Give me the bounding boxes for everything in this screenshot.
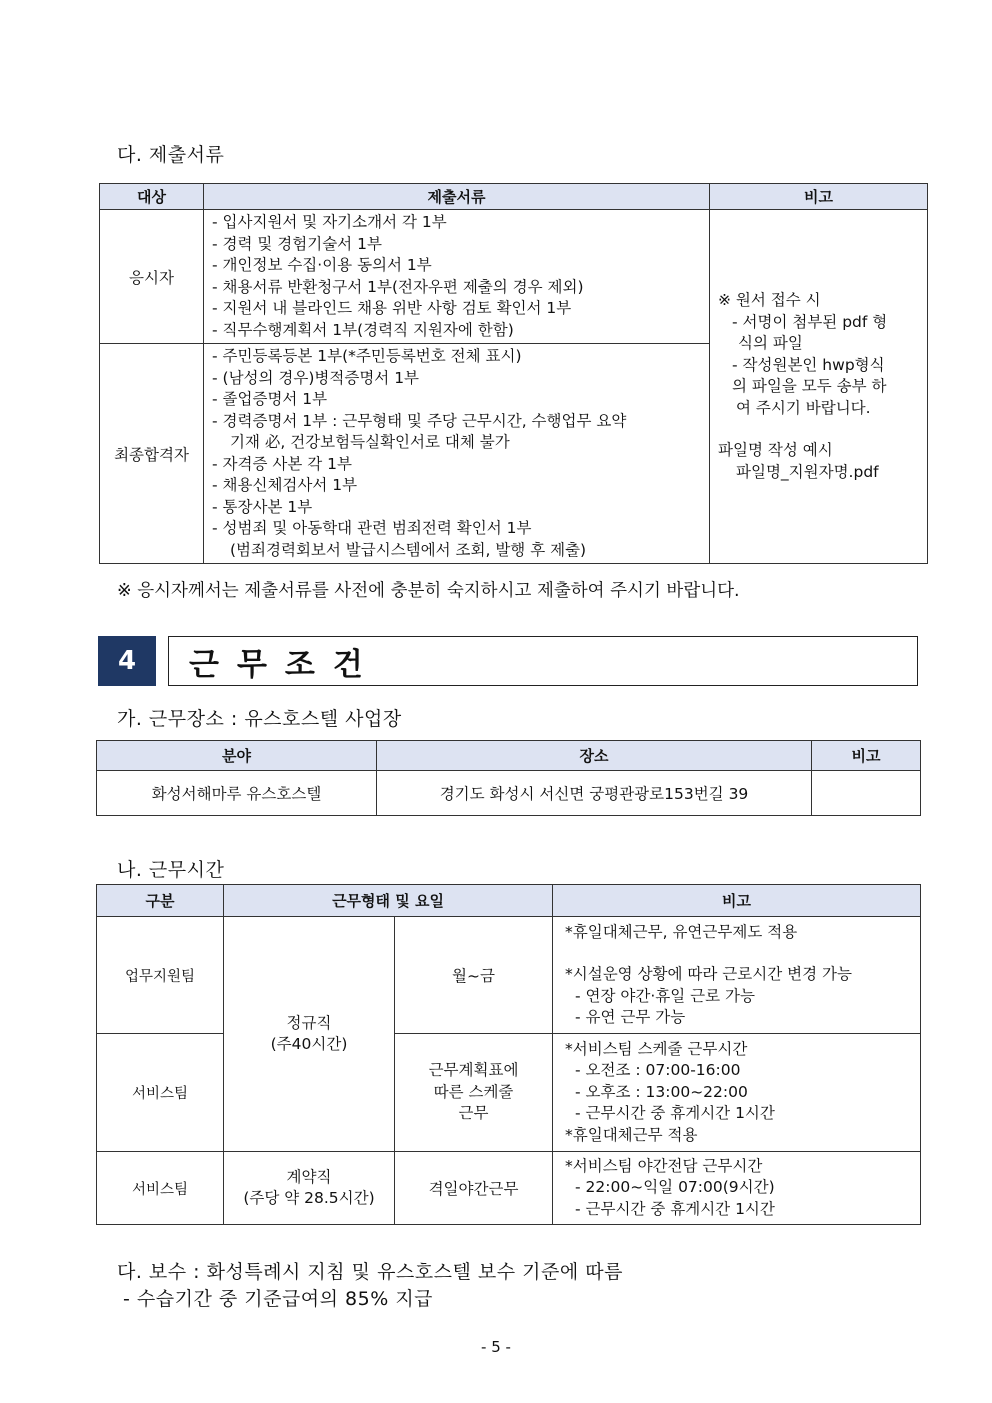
header-remark: 비고 <box>812 741 921 771</box>
header-remark: 비고 <box>553 885 921 917</box>
days-line: 따른 스케줄 <box>433 1082 514 1101</box>
type-line: (주당 약 28.5시간) <box>243 1189 375 1207</box>
list-item: 기재 必, 건강보험득실확인서로 대체 불가 <box>230 433 510 451</box>
list-item: - 개인정보 수집·이용 동의서 1부 <box>212 256 432 274</box>
list-item: - 졸업증명서 1부 <box>212 390 328 408</box>
remark-line: ※ 원서 접수 시 <box>718 291 821 309</box>
remark-service <box>553 1034 921 1152</box>
section-title-hours: 나. 근무시간 <box>117 859 225 881</box>
header-field: 분야 <box>97 741 377 771</box>
remark-line: - 오후조 : 13:00~22:00 <box>575 1082 748 1101</box>
days-line: 근무계획표에 <box>428 1061 519 1080</box>
days-night: 격일야간근무 <box>395 1152 553 1225</box>
header-target: 대상 <box>100 184 204 210</box>
list-item: (범죄경력회보서 발급시스템에서 조회, 발행 후 제출) <box>230 540 587 559</box>
remark-spacer <box>565 943 920 964</box>
days-line: 근무 <box>458 1104 489 1123</box>
documents-table <box>99 183 928 564</box>
workplace-field: 화성서해마루 유스호스텔 <box>97 771 377 816</box>
list-item: - 지원서 내 블라인드 채용 위반 사항 검토 확인서 1부 <box>212 299 572 317</box>
finalist-label: 최종합격자 <box>100 344 204 564</box>
remark-line: 파일명_지원자명.pdf <box>736 462 879 481</box>
finalist-docs <box>204 344 710 564</box>
remark-line: *휴일대체근무, 유연근무제도 적용 <box>565 922 798 941</box>
days-service <box>395 1034 553 1152</box>
salary-probation: - 수습기간 중 기준급여의 85% 지급 <box>123 1288 434 1310</box>
remark-line: - 22:00~익일 07:00(9시간) <box>575 1178 775 1197</box>
hours-table <box>96 884 921 1225</box>
header-remark: 비고 <box>710 184 928 210</box>
list-item: - 자격증 사본 각 1부 <box>212 454 352 473</box>
remark-line: - 서명이 첨부된 pdf 형 <box>732 312 888 331</box>
remark-line: *서비스팀 야간전담 근무시간 <box>565 1156 763 1175</box>
section-title-salary: 다. 보수 : 화성특례시 지침 및 유스호스텔 보수 기준에 따름 <box>117 1261 623 1283</box>
list-item: - 채용서류 반환청구서 1부(전자우편 제출의 경우 제외) <box>212 277 584 296</box>
list-item: - (남성의 경우)병적증명서 1부 <box>212 368 420 387</box>
list-item: - 통장사본 1부 <box>212 497 313 516</box>
list-item: - 주민등록등본 1부(*주민등록번호 전체 표시) <box>212 347 522 365</box>
section-title-documents: 다. 제출서류 <box>117 144 225 166</box>
list-item: - 직무수행계획서 1부(경력직 지원자에 한함) <box>212 320 514 339</box>
team-service: 서비스팀 <box>97 1034 224 1152</box>
type-line: (주40시간) <box>270 1035 348 1053</box>
remark-night <box>553 1152 921 1225</box>
remark-line: - 근무시간 중 휴게시간 1시간 <box>575 1104 775 1123</box>
remark-line: - 근무시간 중 휴게시간 1시간 <box>575 1199 775 1218</box>
remark-line: - 작성원본인 hwp형식 <box>732 355 885 374</box>
list-item: - 입사지원서 및 자기소개서 각 1부 <box>212 213 447 231</box>
section-title: 근무조건 <box>168 636 918 686</box>
remark-line: *휴일대체근무 적용 <box>565 1125 698 1144</box>
page-number: - 5 - <box>481 1338 511 1356</box>
remark-line: 식의 파일 <box>738 334 803 352</box>
remark-line: 여 주시기 바랍니다. <box>736 398 871 417</box>
documents-remark <box>710 210 928 564</box>
header-division: 구분 <box>97 885 224 917</box>
remark-spacer <box>718 419 927 440</box>
team-support: 업무지원팀 <box>97 917 224 1034</box>
type-line: 정규직 <box>286 1013 332 1032</box>
list-item: - 경력증명서 1부 : 근무형태 및 주당 근무시간, 수행업무 요약 <box>212 411 627 430</box>
list-item: - 경력 및 경험기술서 1부 <box>212 234 382 253</box>
list-item: - 성범죄 및 아동학대 관련 범죄전력 확인서 1부 <box>212 519 532 537</box>
workplace-address: 경기도 화성시 서신면 궁평관광로153번길 39 <box>377 771 812 816</box>
list-item: - 채용신체검사서 1부 <box>212 476 358 494</box>
applicant-docs <box>204 210 710 344</box>
remark-support <box>553 917 921 1034</box>
regular-type <box>224 917 395 1152</box>
remark-line: - 유연 근무 가능 <box>575 1008 686 1026</box>
type-line: 계약직 <box>286 1167 332 1186</box>
workplace-table <box>96 740 921 816</box>
remark-line: - 오전조 : 07:00-16:00 <box>575 1061 741 1080</box>
workplace-remark <box>812 771 921 816</box>
remark-line: - 연장 야간·휴일 근로 가능 <box>575 986 755 1005</box>
documents-note: ※ 응시자께서는 제출서류를 사전에 충분히 숙지하시고 제출하여 주시기 바랍니다. <box>117 581 740 601</box>
remark-line: *서비스팀 스케줄 근무시간 <box>565 1039 748 1058</box>
remark-line: *시설운영 상황에 따라 근로시간 변경 가능 <box>565 965 852 983</box>
contract-type <box>224 1152 395 1225</box>
remark-line: 의 파일을 모두 송부 하 <box>732 377 887 395</box>
applicant-label: 응시자 <box>100 210 204 344</box>
remark-line: 파일명 작성 예시 <box>718 441 833 459</box>
header-documents: 제출서류 <box>204 184 710 210</box>
header-type: 근무형태 및 요일 <box>224 885 553 917</box>
section-number: 4 <box>98 636 156 686</box>
days-support: 월~금 <box>395 917 553 1034</box>
team-service-night: 서비스팀 <box>97 1152 224 1225</box>
header-place: 장소 <box>377 741 812 771</box>
section-title-workplace: 가. 근무장소 : 유스호스텔 사업장 <box>117 708 402 730</box>
